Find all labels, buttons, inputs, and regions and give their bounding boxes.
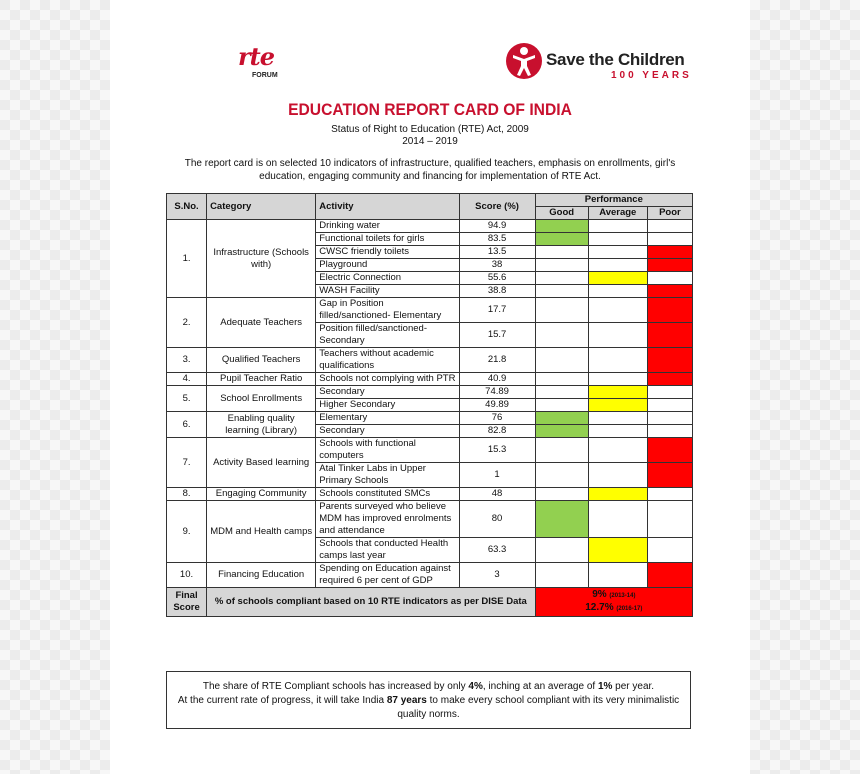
perf-average-cell [588,259,647,272]
row-score: 48 [459,488,535,501]
row-activity: Position filled/sanctioned- Secondary [316,323,459,348]
intro-paragraph: The report card is on selected 10 indicators of infrastructure, qualified teachers, emphasis on enrollments, girl's education, engaging community and financing for implementation of RTE Act. [184,158,676,182]
row-category: School Enrollments [207,386,316,412]
perf-poor-cell [647,298,692,323]
summary-text-1: The share of RTE Compliant schools has increased by only [202,681,469,692]
save-the-children-name: Save the Children [546,50,685,69]
table-row [167,298,693,323]
perf-good-cell [535,399,588,412]
row-score: 63.3 [459,538,535,563]
header-average: Average [588,207,647,220]
row-category: Qualified Teachers [207,348,316,373]
row-activity: Drinking water [316,220,459,233]
rte-logo-forum: FORUM [252,72,278,79]
row-category: Infrastructure (Schools with) [207,220,316,298]
final-score-value-1 [539,589,689,602]
perf-average-cell [588,246,647,259]
table-row [167,412,693,425]
perf-poor-cell [647,285,692,298]
perf-average-cell [588,272,647,285]
row-score: 76 [459,412,535,425]
perf-poor-cell [647,373,692,386]
perf-average-cell [588,538,647,563]
perf-good-cell [535,323,588,348]
row-activity: WASH Facility [316,285,459,298]
header-good: Good [535,207,588,220]
report-card-table [166,193,693,617]
perf-poor-cell [647,233,692,246]
perf-good-cell [535,246,588,259]
final-score-row [167,588,693,617]
perf-average-cell [588,233,647,246]
final-value-1: 9% [592,589,607,600]
row-score: 21.8 [459,348,535,373]
summary-text-3: per year. [612,681,655,692]
perf-good-cell [535,233,588,246]
row-score: 94.9 [459,220,535,233]
report-card-body [167,220,693,588]
row-sno: 2. [167,298,207,348]
final-score-values [535,588,692,617]
perf-average-cell [588,373,647,386]
perf-good-cell [535,373,588,386]
row-score: 49.89 [459,399,535,412]
perf-average-cell [588,563,647,588]
row-score: 40.9 [459,373,535,386]
row-score: 1 [459,463,535,488]
row-activity: Spending on Education against required 6 per cent of GDP [316,563,459,588]
summary-box [166,671,691,729]
summary-pct-2: 1% [597,681,613,692]
row-category: Financing Education [207,563,316,588]
page-subtitle: Status of Right to Education (RTE) Act, 2009 [331,124,529,135]
row-sno: 6. [167,412,207,438]
rte-forum-logo [238,42,282,88]
save-the-children-emblem-icon [505,40,543,80]
summary-text-2: , inching at an average of [482,681,598,692]
perf-good-cell [535,259,588,272]
perf-average-cell [588,323,647,348]
row-activity: Teachers without academic qualifications [316,348,459,373]
summary-years: 87 years [386,695,427,706]
table-row [167,438,693,463]
perf-poor-cell [647,386,692,399]
table-row [167,563,693,588]
rte-logo-text: rte [238,42,274,71]
table-row [167,348,693,373]
perf-good-cell [535,285,588,298]
perf-average-cell [588,438,647,463]
header-activity: Activity [316,194,459,220]
row-score: 74.89 [459,386,535,399]
row-activity: Parents surveyed who believe MDM has improved enrolments and attendance [316,501,459,538]
perf-good-cell [535,272,588,285]
perf-poor-cell [647,323,692,348]
row-score: 80 [459,501,535,538]
perf-average-cell [588,425,647,438]
header-poor: Poor [647,207,692,220]
row-activity: Schools with functional computers [316,438,459,463]
summary-text-5: to make every school compliant with its very minimalistic quality norms. [397,695,680,720]
row-score: 3 [459,563,535,588]
perf-good-cell [535,488,588,501]
perf-average-cell [588,463,647,488]
header-sno: S.No. [167,194,207,220]
perf-average-cell [588,412,647,425]
perf-poor-cell [647,348,692,373]
perf-good-cell [535,463,588,488]
row-activity: Schools constituted SMCs [316,488,459,501]
row-activity: Atal Tinker Labs in Upper Primary Schools [316,463,459,488]
perf-poor-cell [647,246,692,259]
row-activity: Playground [316,259,459,272]
row-score: 15.3 [459,438,535,463]
perf-average-cell [588,285,647,298]
perf-average-cell [588,386,647,399]
perf-good-cell [535,563,588,588]
row-activity: Secondary [316,425,459,438]
final-value-2: 12.7% [585,602,614,613]
perf-poor-cell [647,501,692,538]
perf-poor-cell [647,412,692,425]
perf-poor-cell [647,488,692,501]
row-sno: 7. [167,438,207,488]
perf-good-cell [535,412,588,425]
row-sno: 9. [167,501,207,563]
row-category: MDM and Health camps [207,501,316,563]
row-category: Activity Based learning [207,438,316,488]
row-score: 38.8 [459,285,535,298]
perf-poor-cell [647,538,692,563]
row-score: 13.5 [459,246,535,259]
perf-good-cell [535,298,588,323]
header-score: Score (%) [459,194,535,220]
perf-poor-cell [647,463,692,488]
row-activity: CWSC friendly toilets [316,246,459,259]
perf-good-cell [535,425,588,438]
final-score-label: Final Score [167,588,207,617]
perf-average-cell [588,220,647,233]
row-activity: Gap in Position filled/sanctioned- Elementary [316,298,459,323]
perf-poor-cell [647,399,692,412]
table-row [167,220,693,233]
final-value-1-period: (2013-14) [609,593,636,599]
final-score-description: % of schools compliant based on 10 RTE indicators as per DISE Data [207,588,536,617]
row-sno: 3. [167,348,207,373]
row-sno: 4. [167,373,207,386]
perf-average-cell [588,348,647,373]
perf-poor-cell [647,563,692,588]
row-category: Adequate Teachers [207,298,316,348]
row-score: 55.6 [459,272,535,285]
table-row [167,501,693,538]
perf-average-cell [588,399,647,412]
final-score-value-2 [539,602,689,615]
perf-average-cell [588,488,647,501]
row-sno: 8. [167,488,207,501]
perf-good-cell [535,501,588,538]
summary-pct-1: 4% [468,681,483,692]
perf-good-cell [535,348,588,373]
perf-good-cell [535,438,588,463]
perf-good-cell [535,538,588,563]
row-sno: 5. [167,386,207,412]
row-sno: 1. [167,220,207,298]
perf-poor-cell [647,220,692,233]
row-score: 15.7 [459,323,535,348]
row-activity: Electric Connection [316,272,459,285]
summary-text-4: At the current rate of progress, it will take India [177,695,387,706]
row-activity: Schools that conducted Health camps last year [316,538,459,563]
table-row [167,488,693,501]
header-performance: Performance [535,194,692,207]
row-sno: 10. [167,563,207,588]
row-activity: Higher Secondary [316,399,459,412]
row-category: Pupil Teacher Ratio [207,373,316,386]
perf-poor-cell [647,425,692,438]
row-score: 17.7 [459,298,535,323]
row-activity: Secondary [316,386,459,399]
row-activity: Elementary [316,412,459,425]
row-activity: Functional toilets for girls [316,233,459,246]
table-row [167,373,693,386]
perf-good-cell [535,386,588,399]
final-value-2-period: (2016-17) [616,606,643,612]
perf-average-cell [588,501,647,538]
save-the-children-logo [505,40,705,84]
row-score: 38 [459,259,535,272]
row-category: Enabling quality learning (Library) [207,412,316,438]
save-the-children-years: 100 YEARS [611,70,692,81]
row-score: 83.5 [459,233,535,246]
table-row [167,386,693,399]
perf-poor-cell [647,272,692,285]
perf-average-cell [588,298,647,323]
perf-poor-cell [647,259,692,272]
report-years: 2014 – 2019 [402,136,458,147]
perf-good-cell [535,220,588,233]
row-category: Engaging Community [207,488,316,501]
page-title: EDUCATION REPORT CARD OF INDIA [288,100,572,119]
row-activity: Schools not complying with PTR [316,373,459,386]
header-category: Category [207,194,316,220]
row-score: 82.8 [459,425,535,438]
perf-poor-cell [647,438,692,463]
